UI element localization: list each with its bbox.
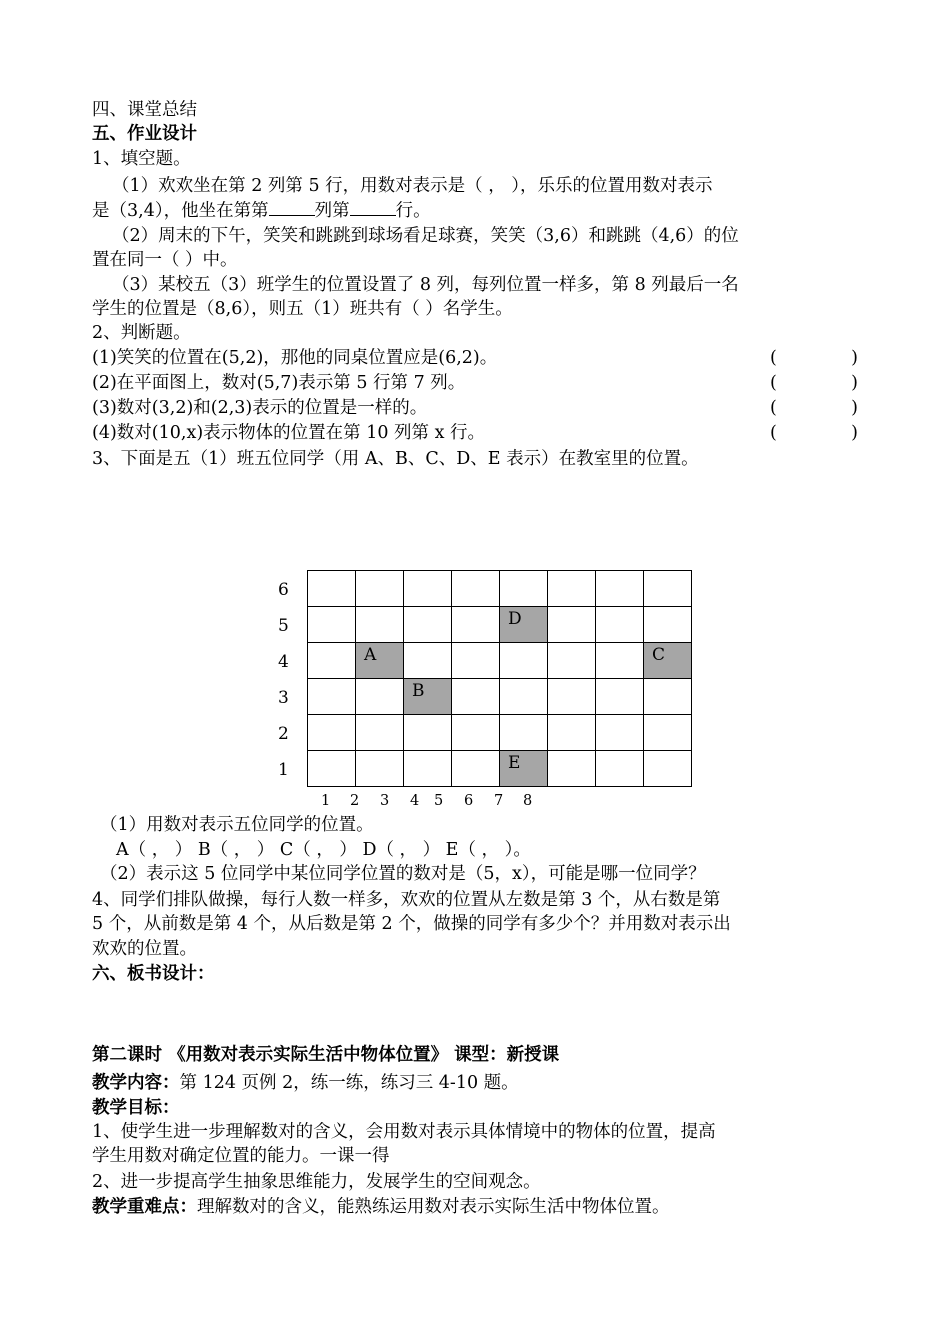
- grid-cell: [356, 715, 404, 751]
- lesson2-goal1-line2: 学生用数对确定位置的能力。一课一得: [92, 1146, 390, 1166]
- grid-cell: [308, 571, 356, 607]
- grid-cell: [500, 643, 548, 679]
- lesson2-heading: 第二课时 《用数对表示实际生活中物体位置》 课型：新授课: [92, 1045, 560, 1065]
- grid-cell: [596, 643, 644, 679]
- grid-cell: [308, 643, 356, 679]
- grid-row: [308, 643, 692, 679]
- q1-item3-line2: 学生的位置是（8,6），则五（1）班共有（ ）名学生。: [92, 299, 513, 319]
- seating-grid: [307, 570, 692, 787]
- q4-line2: 5 个，从前数是第 4 个，从后数是第 2 个，做操的同学有多少个？并用数对表示出: [92, 914, 731, 934]
- grid-cell: [596, 679, 644, 715]
- q4-line1: 4、同学们排队做操，每行人数一样多，欢欢的位置从左数是第 3 个，从右数是第: [92, 890, 721, 910]
- grid-cell: [308, 679, 356, 715]
- grid-cell: [356, 607, 404, 643]
- grid-row: [308, 571, 692, 607]
- seat-cell: [500, 607, 548, 643]
- q2-item-4: (4)数对(10,x)表示物体的位置在第 10 列第 x 行。: [92, 423, 486, 443]
- col-label: 6: [464, 793, 474, 809]
- answer-blank[interactable]: [269, 199, 315, 216]
- col-label: 2: [350, 793, 360, 809]
- lesson2-goal1-line1: 1、使学生进一步理解数对的含义，会用数对表示具体情境中的物体的位置，提高: [92, 1122, 716, 1142]
- seat-cell: [500, 751, 548, 787]
- grid-cell: [356, 679, 404, 715]
- grid-cell: [404, 715, 452, 751]
- seat-label: A: [364, 645, 377, 665]
- grid-row: [308, 607, 692, 643]
- q3-sub2: （2）表示这 5 位同学中某位同学位置的数对是（5，x），可能是哪一位同学？: [100, 864, 706, 884]
- grid-cell: [356, 571, 404, 607]
- lesson2-goals-label: 教学目标：: [92, 1098, 180, 1118]
- q2-item-2: (2)在平面图上，数对(5,7)表示第 5 行第 7 列。: [92, 373, 466, 393]
- q1-item1-mid: 列第: [314, 201, 350, 221]
- grid-cell: [644, 679, 692, 715]
- grid-cell: [596, 715, 644, 751]
- grid-cell: [356, 751, 404, 787]
- q1-item1-post: 行。: [395, 201, 431, 221]
- seat-cell: [644, 643, 692, 679]
- q1-item1-line1: （1）欢欢坐在第 2 列第 5 行，用数对表示是（ ， ），乐乐的位置用数对表示: [112, 176, 713, 196]
- grid-cell: [644, 571, 692, 607]
- grid-cell: [548, 715, 596, 751]
- content-text: 第 124 页例 2，练一练，练习三 4-10 题。: [179, 1073, 519, 1093]
- q1-item2-line1: （2）周末的下午，笑笑和跳跳到球场看足球赛，笑笑（3,6）和跳跳（4,6）的位: [112, 226, 739, 246]
- grid-cell: [308, 607, 356, 643]
- q3-sub1-answers: A（ ， ） B（ ， ） C（ ， ） D（ ， ） E（ ， ）。: [116, 840, 531, 860]
- grid-cell: [452, 607, 500, 643]
- key-text: 理解数对的含义，能熟练运用数对表示实际生活中物体位置。: [197, 1197, 670, 1217]
- grid-cell: [548, 643, 596, 679]
- col-label: 3: [380, 793, 390, 809]
- q2-item-1: (1)笑笑的位置在(5,2)，那他的同桌位置应是(6,2)。: [92, 348, 498, 368]
- col-label: 8: [523, 793, 533, 809]
- row-label: 5: [278, 616, 289, 636]
- row-label: 2: [278, 724, 289, 744]
- content-label: 教学内容：: [92, 1073, 180, 1093]
- grid-cell: [644, 607, 692, 643]
- answer-blank[interactable]: [350, 199, 396, 216]
- q1-item3-line1: （3）某校五（3）班学生的位置设置了 8 列，每列位置一样多，第 8 列最后一名: [112, 275, 739, 295]
- q1-item1-line2: [92, 199, 862, 223]
- q3-sub1: （1）用数对表示五位同学的位置。: [100, 815, 374, 835]
- grid-cell: [452, 751, 500, 787]
- seat-label: D: [508, 609, 522, 629]
- row-label: 4: [278, 652, 289, 672]
- lesson2-key-points: [92, 1195, 862, 1219]
- q2-title: 2、判断题。: [92, 323, 191, 343]
- seat-label: E: [508, 753, 521, 773]
- col-label: 4: [410, 793, 420, 809]
- grid-cell: [500, 679, 548, 715]
- row-label: 1: [278, 760, 289, 780]
- grid-row: [308, 751, 692, 787]
- seat-label: B: [412, 681, 425, 701]
- grid-cell: [452, 643, 500, 679]
- section-4-heading: 四、课堂总结: [92, 100, 197, 120]
- grid-cell: [404, 607, 452, 643]
- col-label: 1: [321, 793, 331, 809]
- lesson2-goal2: 2、进一步提高学生抽象思维能力，发展学生的空间观念。: [92, 1172, 541, 1192]
- section-5-heading: 五、作业设计: [92, 124, 197, 144]
- grid-cell: [500, 571, 548, 607]
- q1-title: 1、填空题。: [92, 149, 191, 169]
- key-label: 教学重难点：: [92, 1197, 197, 1217]
- grid-cell: [548, 607, 596, 643]
- grid-cell: [596, 607, 644, 643]
- q3-title: 3、下面是五（1）班五位同学（用 A、B、C、D、E 表示）在教室里的位置。: [92, 449, 699, 469]
- grid-cell: [548, 679, 596, 715]
- grid-cell: [404, 571, 452, 607]
- grid-cell: [644, 715, 692, 751]
- grid-cell: [596, 571, 644, 607]
- grid-cell: [548, 751, 596, 787]
- seat-label: C: [652, 645, 666, 665]
- q1-item2-line2: 置在同一（ ）中。: [92, 250, 238, 270]
- row-label: 3: [278, 688, 289, 708]
- col-label: 5: [434, 793, 444, 809]
- row-label: 6: [278, 580, 289, 600]
- section-6-heading: 六、板书设计：: [92, 964, 215, 984]
- grid-cell: [404, 751, 452, 787]
- grid-row: [308, 679, 692, 715]
- seat-cell: [356, 643, 404, 679]
- q4-line3: 欢欢的位置。: [92, 939, 197, 959]
- q2-item-3: (3)数对(3,2)和(2,3)表示的位置是一样的。: [92, 398, 428, 418]
- q1-item1-pre: 是（3,4），他坐在第第: [92, 201, 269, 221]
- grid-cell: [452, 715, 500, 751]
- grid-cell: [308, 715, 356, 751]
- grid-cell: [452, 571, 500, 607]
- col-label: 7: [494, 793, 504, 809]
- grid-cell: [308, 751, 356, 787]
- grid-cell: [404, 643, 452, 679]
- grid-row: [308, 715, 692, 751]
- grid-cell: [596, 751, 644, 787]
- grid-cell: [452, 679, 500, 715]
- grid-cell: [500, 715, 548, 751]
- seat-cell: [404, 679, 452, 715]
- lesson2-content: [92, 1071, 862, 1095]
- grid-cell: [644, 751, 692, 787]
- grid-cell: [548, 571, 596, 607]
